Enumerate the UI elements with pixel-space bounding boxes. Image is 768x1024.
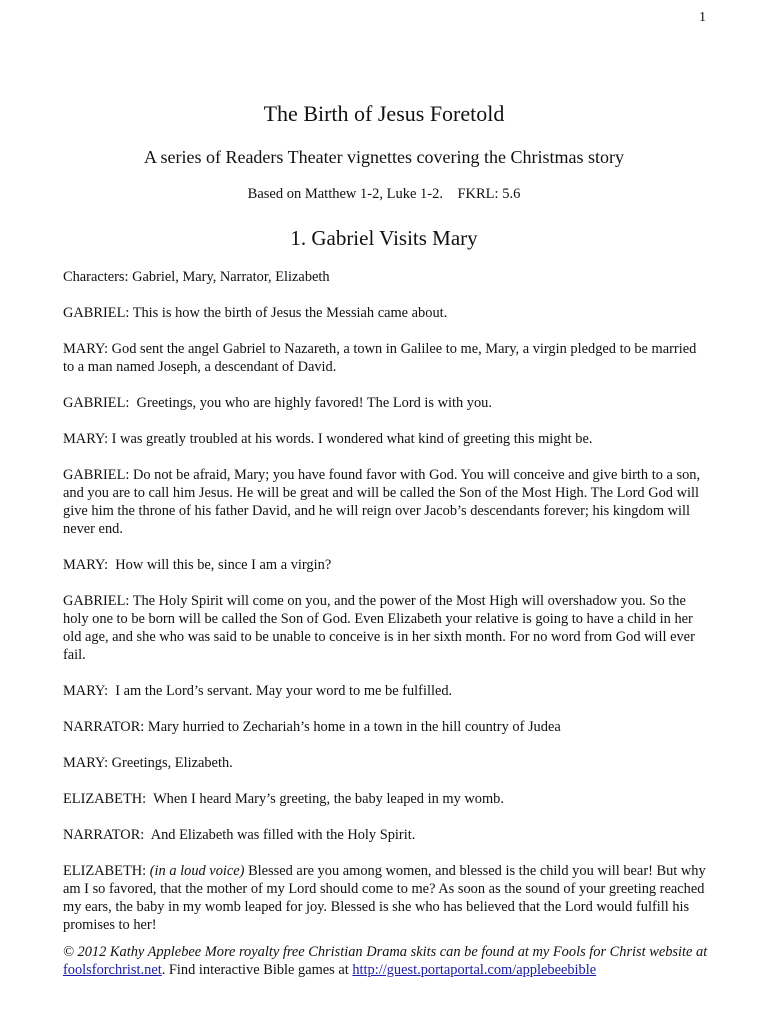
- speaker-name: ELIZABETH:: [63, 791, 147, 807]
- footer-credits: [63, 943, 708, 979]
- scene-title: 1. Gabriel Visits Mary: [290, 226, 478, 250]
- speaker-name: MARY:: [63, 755, 109, 771]
- script-line: [63, 826, 708, 844]
- script-body: [63, 268, 708, 952]
- script-line: [63, 790, 708, 808]
- speaker-name: MARY:: [63, 431, 109, 447]
- document-title: The Birth of Jesus Foretold: [263, 101, 505, 126]
- character-list: Characters: Gabriel, Mary, Narrator, Elizabeth: [63, 269, 330, 285]
- speaker-name: GABRIEL:: [63, 467, 130, 483]
- script-line: [63, 430, 708, 448]
- line-text: God sent the angel Gabriel to Nazareth, a town in Galilee to me, Mary, a virgin pledged to be married to a man named Joseph, a descendant of David.: [63, 341, 697, 375]
- script-line: [63, 556, 708, 574]
- line-text: Mary hurried to Zechariah’s home in a town in the hill country of Judea: [144, 719, 561, 735]
- speaker-name: GABRIEL:: [63, 395, 130, 411]
- line-text: I was greatly troubled at his words. I wondered what kind of greeting this might be.: [108, 431, 593, 447]
- script-line: [63, 394, 708, 412]
- script-line: [63, 754, 708, 772]
- line-text: This is how the birth of Jesus the Messiah came about.: [129, 305, 448, 321]
- script-line: [63, 682, 708, 700]
- script-line: [63, 718, 708, 736]
- copyright-text: © 2012 Kathy Applebee More royalty free Christian Drama skits can be found at my Fools for Christ website at: [63, 944, 708, 960]
- page-number: 1: [699, 10, 706, 25]
- script-line: [63, 862, 708, 934]
- line-text: Do not be afraid, Mary; you have found favor with God. You will conceive and give birth to a son, and you are to call him Jesus. He will be great and will be called the Son of the Most High. The Lord God will give him the throne of his father David, and he will reign over Jacob’s descendants forever; his kingdom will never end.: [63, 467, 701, 537]
- speaker-name: GABRIEL:: [63, 593, 130, 609]
- speaker-name: MARY:: [63, 341, 109, 357]
- script-line: [63, 340, 708, 376]
- speaker-name: MARY:: [63, 557, 109, 573]
- script-line: [63, 466, 708, 538]
- line-text: I am the Lord’s servant. May your word to me be fulfilled.: [108, 683, 453, 699]
- speaker-name: NARRATOR:: [63, 827, 145, 843]
- portaportal-link[interactable]: http://guest.portaportal.com/applebeebible: [352, 962, 597, 978]
- line-text: When I heard Mary’s greeting, the baby leaped in my womb.: [146, 791, 504, 807]
- fools-for-christ-link[interactable]: foolsforchrist.net: [63, 962, 162, 978]
- line-text: Greetings, Elizabeth.: [108, 755, 233, 771]
- line-text: Greetings, you who are highly favored! The Lord is with you.: [129, 395, 492, 411]
- line-text: How will this be, since I am a virgin?: [108, 557, 332, 573]
- script-line: [63, 592, 708, 664]
- speaker-name: ELIZABETH:: [63, 863, 147, 879]
- line-text: The Holy Spirit will come on you, and the power of the Most High will overshadow you. So the holy one to be born will be called the Son of God. Even Elizabeth your relative is going to have a child in her old age, and she who was said to be unable to conceive is in her sixth month. For no word from God will ever fail.: [63, 593, 695, 663]
- script-line: [63, 304, 708, 322]
- scripture-basis: Based on Matthew 1-2, Luke 1-2. FKRL: 5.6: [247, 186, 521, 202]
- stage-direction: (in a loud voice): [149, 863, 245, 879]
- line-text: And Elizabeth was filled with the Holy Spirit.: [144, 827, 416, 843]
- document-subtitle: A series of Readers Theater vignettes covering the Christmas story: [143, 147, 625, 167]
- speaker-name: GABRIEL:: [63, 305, 130, 321]
- speaker-name: MARY:: [63, 683, 109, 699]
- footer-middle-text: . Find interactive Bible games at: [161, 962, 353, 978]
- speaker-name: NARRATOR:: [63, 719, 145, 735]
- line-text: Blessed are you among women, and blessed is the child you will bear! But why am I so favored, that the mother of my Lord should come to me? As soon as the sound of your greeting reached my ears, the baby in my womb leaped for joy. Blessed is she who has believed that the Lord would fulfill his promises to her!: [63, 863, 706, 933]
